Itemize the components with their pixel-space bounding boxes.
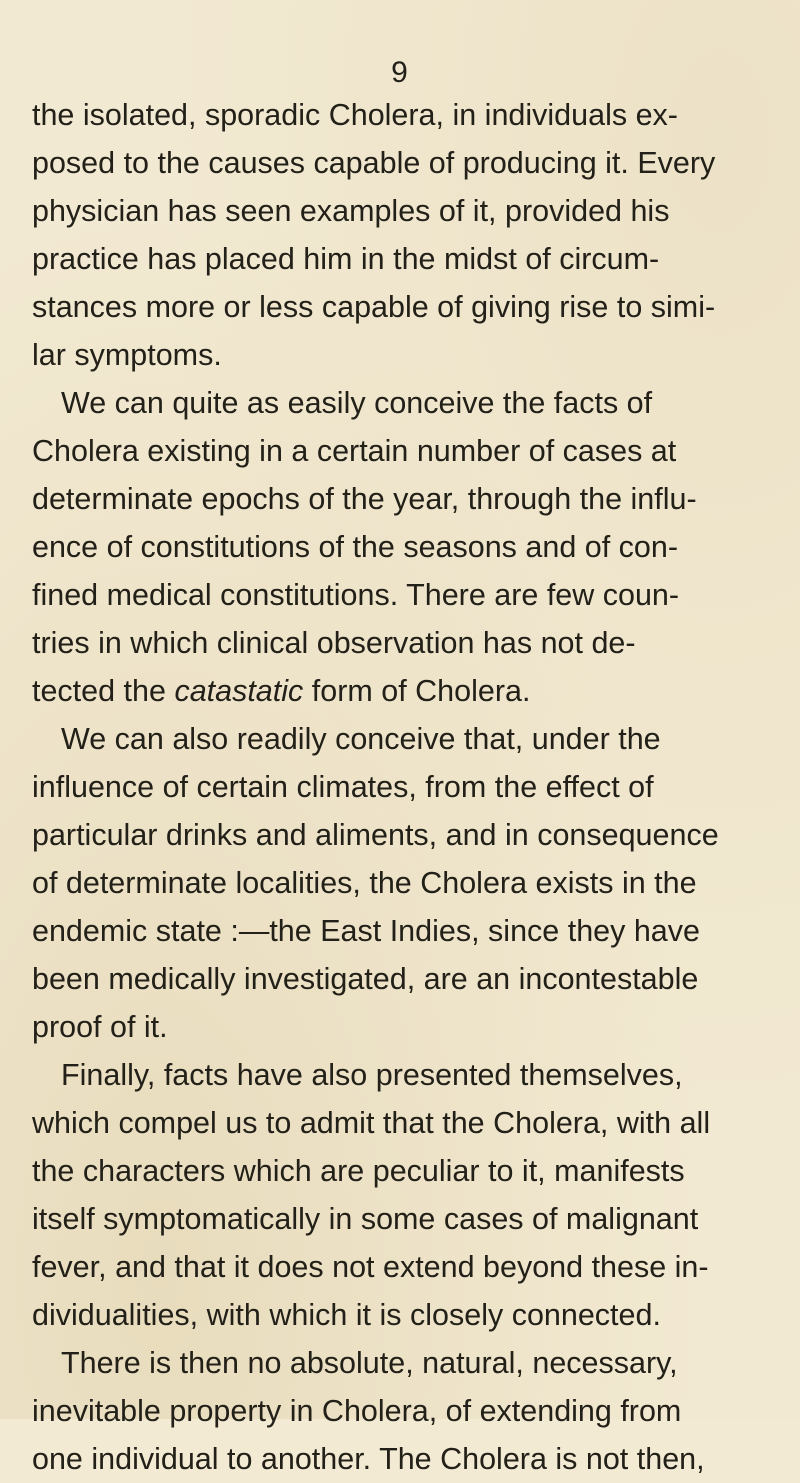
text-line: endemic state :—the East Indies, since they have (32, 914, 700, 948)
body-text (32, 91, 800, 1483)
text-line: tries in which clinical observation has not de- (32, 626, 636, 660)
paragraph-start-line: There is then no absolute, natural, necessary, (61, 1346, 678, 1380)
text-line: Cholera existing in a certain number of cases at (32, 434, 677, 468)
text-line: which compel us to admit that the Cholera, with all (32, 1106, 711, 1140)
italic-term: catastatic (174, 674, 304, 708)
text-line: determinate epochs of the year, through the influ- (32, 482, 697, 516)
text-line: been medically investigated, are an incontestable (32, 962, 699, 996)
text-line-with-italic (32, 667, 800, 715)
text-line: of determinate localities, the Cholera exists in the (32, 866, 697, 900)
text-line: dividualities, with which it is closely connected. (32, 1298, 661, 1332)
page-number: 9 (391, 56, 409, 89)
paragraph-start-line: We can quite as easily conceive the facts of (61, 386, 653, 420)
line-suffix: form of Cholera. (303, 674, 531, 708)
text-line: physician has seen examples of it, provided his (32, 194, 670, 228)
text-line: particular drinks and aliments, and in consequence (32, 818, 719, 852)
paragraph-start-line: We can also readily conceive that, under the (61, 722, 661, 756)
text-line: itself symptomatically in some cases of malignant (32, 1202, 699, 1236)
text-line: ence of constitutions of the seasons and of con- (32, 530, 678, 564)
text-line: practice has placed him in the midst of circum- (32, 242, 660, 276)
text-line: inevitable property in Cholera, of extending from (32, 1394, 682, 1428)
text-line: the characters which are peculiar to it, manifests (32, 1154, 685, 1188)
text-line: posed to the causes capable of producing it. Every (32, 146, 716, 180)
text-line: proof of it. (32, 1010, 168, 1044)
text-line: influence of certain climates, from the effect of (32, 770, 654, 804)
line-prefix: tected the (32, 674, 175, 708)
text-line: fined medical constitutions. There are few coun- (32, 578, 680, 612)
text-line: fever, and that it does not extend beyond these in- (32, 1250, 709, 1284)
text-line: one individual to another. The Cholera is not then, (32, 1442, 705, 1476)
paragraph-start-line: Finally, facts have also presented themselves, (61, 1058, 683, 1092)
text-line: lar symptoms. (32, 338, 222, 372)
text-line: stances more or less capable of giving rise to simi- (32, 290, 716, 324)
text-line: the isolated, sporadic Cholera, in individuals ex- (32, 98, 678, 132)
